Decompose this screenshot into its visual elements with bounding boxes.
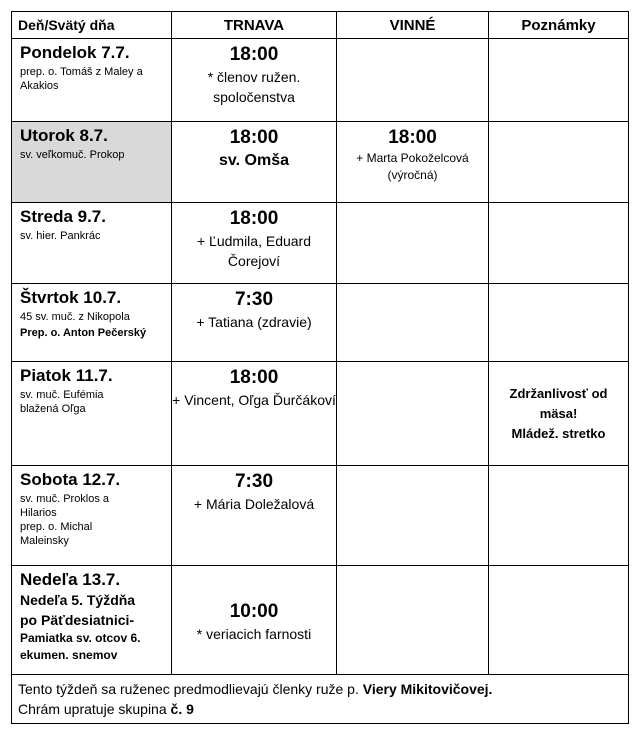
trnava-cell [172,39,337,122]
day-cell [12,466,172,566]
header-notes: Poznámky [489,12,629,39]
mass-time: 18:00 [229,367,279,388]
notes-cell [489,203,629,284]
mass-intention: + Mária Doležalová [193,496,315,512]
mass-time: 18:00 [229,44,279,65]
vinne-cell [337,122,489,203]
notes-cell [489,122,629,203]
day-cell [12,362,172,466]
saint-name: sv. hier. Pankrác [20,230,101,242]
notes-cell [489,39,629,122]
trnava-cell [172,203,337,284]
notes-cell [489,566,629,675]
day-name: Streda 9.7. [20,207,106,226]
day-name: Utorok 8.7. [20,126,108,145]
header-row [12,12,629,39]
vinne-cell [337,466,489,566]
mass-time: 18:00 [229,127,279,148]
vinne-cell [337,284,489,362]
vinne-cell [337,566,489,675]
notes-cell [489,466,629,566]
mass-time: 18:00 [388,127,437,148]
day-name: Nedeľa 13.7. [20,570,121,589]
trnava-cell [172,362,337,466]
saint-name: prep. o. Tomáš z Maley a Akakios [20,66,143,92]
day-cell [12,203,172,284]
footer-row [12,675,629,724]
header-vinne: VINNÉ [337,12,489,39]
trnava-cell [172,466,337,566]
trnava-cell [172,566,337,675]
notes-cell [489,284,629,362]
footer-text: Tento týždeň sa ruženec predmodlievajú členky ruže p. [18,681,359,697]
footer-cell [12,675,629,724]
footer-group: č. 9 [170,701,194,717]
table-row [12,203,629,284]
note-text: Zdržanlivosť od mäsa! [509,385,608,421]
mass-intention: * členov ružen. spoločenstva [207,69,301,105]
note-text: Mládež. stretko [511,425,606,441]
footer-line-2 [18,699,622,719]
saint-name: sv. muč. Proklos a Hilarios [20,493,110,519]
day-cell [12,284,172,362]
day-cell [12,566,172,675]
day-name: Štvrtok 10.7. [20,288,122,307]
mass-intention: * veriacich farnosti [196,626,312,642]
mass-time: 7:30 [234,289,274,310]
footer-text: Chrám upratuje skupina [18,701,167,717]
day-cell [12,39,172,122]
mass-intention: + Ľudmila, Eduard Čorejoví [196,233,312,269]
mass-time: 7:30 [234,471,274,492]
table-row [12,566,629,675]
table-row [12,362,629,466]
mass-intention: + Vincent, Oľga Ďurčákoví [172,392,336,408]
table-row [12,284,629,362]
table-row [12,466,629,566]
saint-name: prep. o. Michal Maleinsky [20,521,93,547]
mass-time: 18:00 [229,208,279,229]
day-name: Piatok 11.7. [20,366,113,385]
sunday-name: Nedeľa 5. Týždňa po Päťdesiatnici- [20,592,136,628]
day-cell [12,122,172,203]
header-day: Deň/Svätý dňa [12,12,172,39]
table-row [12,39,629,122]
feast-name: Pamiatka sv. otcov 6. ekumen. snemov [20,631,141,662]
saint-name: sv. veľkomuč. Prokop [20,149,125,161]
saint-name: 45 sv. muč. z Nikopola [20,311,130,323]
table-row [12,122,629,203]
schedule-table [11,11,629,724]
day-name: Sobota 12.7. [20,470,121,489]
mass-time: 10:00 [229,601,279,622]
trnava-cell [172,122,337,203]
vinne-cell [337,39,489,122]
saint-name: Prep. o. Anton Pečerský [20,327,147,339]
day-name: Pondelok 7.7. [20,43,130,62]
vinne-cell [337,362,489,466]
trnava-cell [172,284,337,362]
vinne-cell [337,203,489,284]
footer-line-1 [18,679,622,699]
saint-name: sv. muč. Eufémia blažená Oľga [20,389,104,415]
notes-cell [489,362,629,466]
mass-intention: + Tatiana (zdravie) [196,314,312,330]
header-trnava: TRNAVA [172,12,337,39]
mass-intention: sv. Omša [219,152,289,169]
mass-intention: + Marta Pokoželcová (výročná) [356,151,469,182]
footer-name: Viery Mikitovičovej. [362,681,493,697]
